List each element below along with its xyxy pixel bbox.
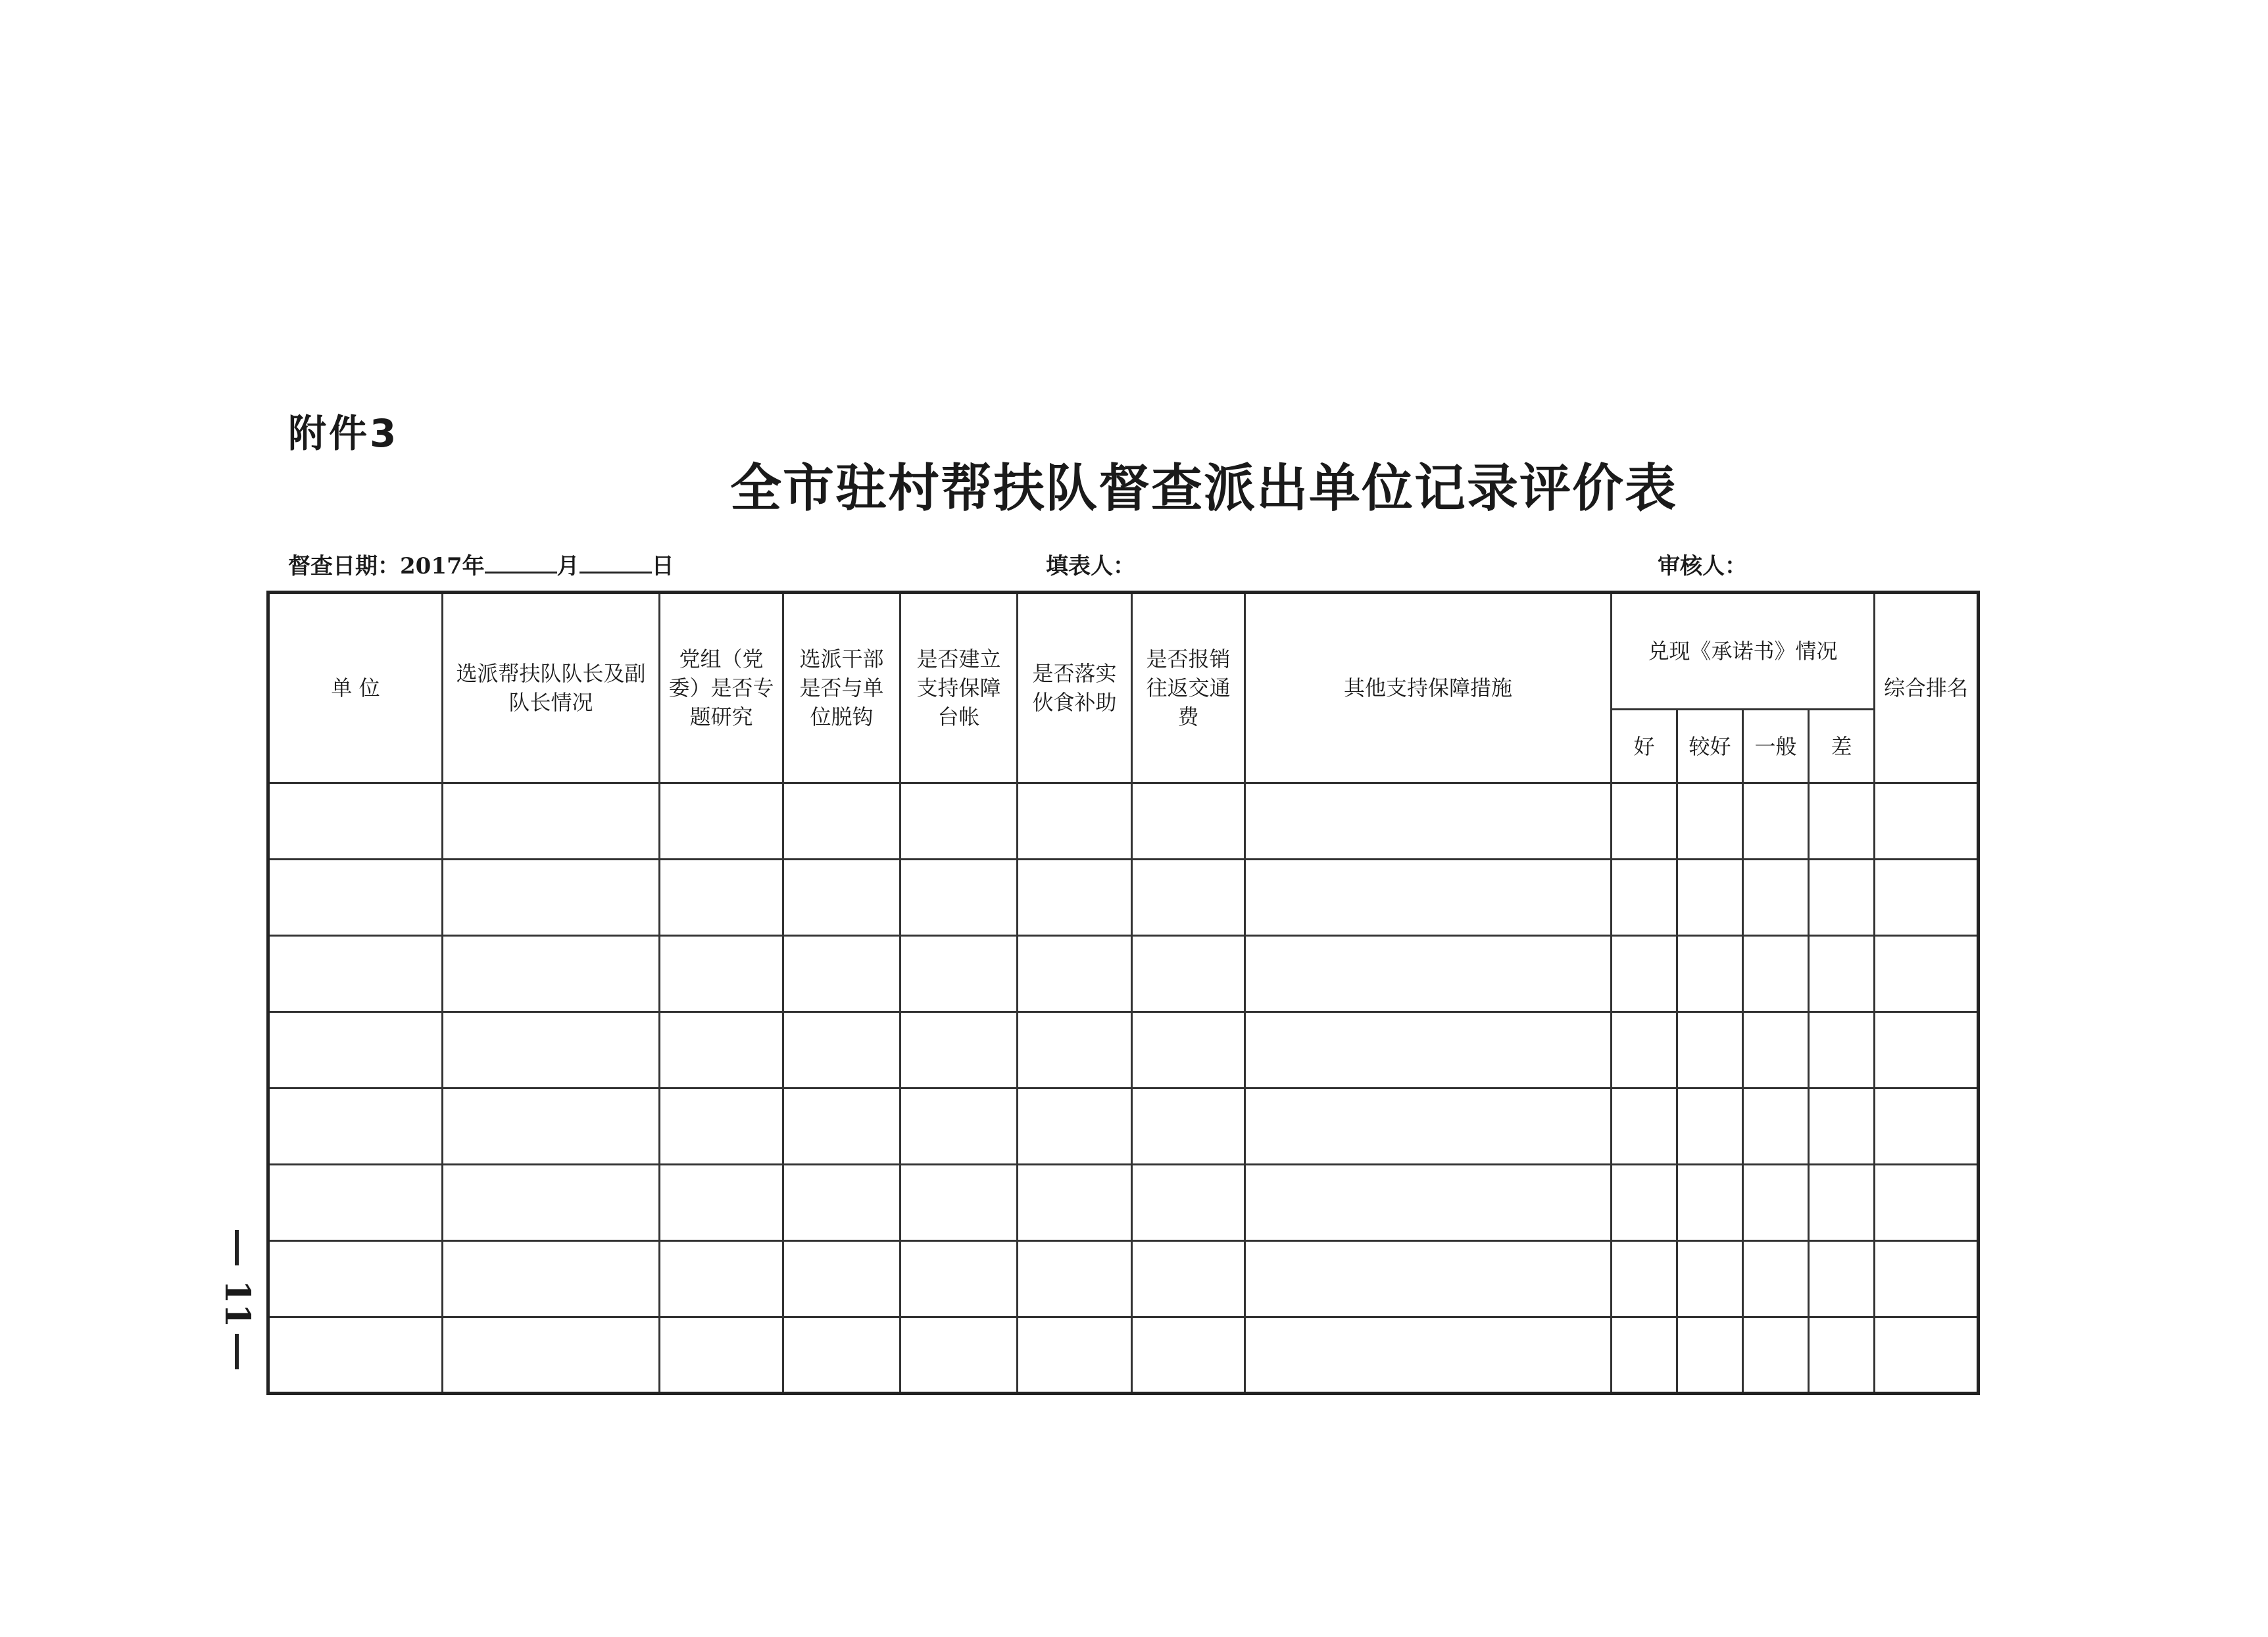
cell-meal-subsidy[interactable] (1018, 1088, 1132, 1165)
cell-team-leader[interactable] (443, 1317, 660, 1394)
cell-team-leader[interactable] (443, 1088, 660, 1165)
cell-unit[interactable] (268, 1012, 443, 1088)
cell-pledge-fairly-good[interactable] (1677, 1317, 1743, 1394)
cell-team-leader[interactable] (443, 783, 660, 860)
month-blank (485, 553, 557, 574)
cell-travel-reimbursement[interactable] (1132, 1241, 1245, 1317)
cell-other-support[interactable] (1245, 1012, 1612, 1088)
cell-other-support[interactable] (1245, 860, 1612, 936)
month-label: 月 (556, 553, 579, 579)
cell-pledge-poor[interactable] (1809, 1088, 1875, 1165)
cell-pledge-fairly-good[interactable] (1677, 783, 1743, 860)
cell-pledge-good[interactable] (1612, 860, 1677, 936)
table-body (268, 783, 1979, 1394)
header-support-ledger: 是否建立支持保障台帐 (900, 593, 1018, 783)
cell-pledge-fairly-good[interactable] (1677, 1012, 1743, 1088)
cell-pledge-good[interactable] (1612, 1088, 1677, 1165)
cell-pledge-good[interactable] (1612, 1317, 1677, 1394)
date-prefix: 督查日期：2017年 (288, 553, 485, 579)
cell-travel-reimbursement[interactable] (1132, 1317, 1245, 1394)
table-row (268, 936, 1979, 1012)
table-row (268, 783, 1979, 860)
cell-travel-reimbursement[interactable] (1132, 783, 1245, 860)
cell-pledge-fairly-good[interactable] (1677, 1165, 1743, 1241)
table-row (268, 1012, 1979, 1088)
cell-team-leader[interactable] (443, 1165, 660, 1241)
cell-other-support[interactable] (1245, 783, 1612, 860)
cell-cadre-decoupled[interactable] (783, 1317, 900, 1394)
cell-pledge-average[interactable] (1743, 1165, 1809, 1241)
page-number-dash-top (235, 1230, 239, 1265)
cell-ranking[interactable] (1875, 936, 1979, 1012)
cell-pledge-good[interactable] (1612, 1241, 1677, 1317)
cell-support-ledger[interactable] (900, 1317, 1018, 1394)
header-pledge-average: 一般 (1743, 710, 1809, 783)
header-pledge-poor: 差 (1809, 710, 1875, 783)
header-meal-subsidy: 是否落实伙食补助 (1018, 593, 1132, 783)
header-travel-reimbursement: 是否报销往返交通费 (1132, 593, 1245, 783)
cell-party-group[interactable] (660, 1241, 783, 1317)
cell-party-group[interactable] (660, 1012, 783, 1088)
cell-unit[interactable] (268, 1088, 443, 1165)
table-row (268, 1088, 1979, 1165)
cell-pledge-poor[interactable] (1809, 860, 1875, 936)
cell-party-group[interactable] (660, 860, 783, 936)
cell-party-group[interactable] (660, 1165, 783, 1241)
evaluation-table (266, 591, 1980, 1395)
cell-cadre-decoupled[interactable] (783, 1012, 900, 1088)
header-pledge-fairly-good: 较好 (1677, 710, 1743, 783)
cell-pledge-average[interactable] (1743, 936, 1809, 1012)
cell-pledge-fairly-good[interactable] (1677, 1088, 1743, 1165)
cell-travel-reimbursement[interactable] (1132, 936, 1245, 1012)
cell-pledge-fairly-good[interactable] (1677, 1241, 1743, 1317)
cell-travel-reimbursement[interactable] (1132, 1088, 1245, 1165)
header-ranking: 综合排名 (1875, 593, 1979, 783)
cell-cadre-decoupled[interactable] (783, 860, 900, 936)
cell-ranking[interactable] (1875, 1241, 1979, 1317)
cell-ranking[interactable] (1875, 1012, 1979, 1088)
cell-support-ledger[interactable] (900, 936, 1018, 1012)
cell-pledge-poor[interactable] (1809, 783, 1875, 860)
header-pledge-group: 兑现《承诺书》情况 (1612, 593, 1875, 710)
header-team-leader: 选派帮扶队队长及副队长情况 (443, 593, 660, 783)
cell-pledge-good[interactable] (1612, 1012, 1677, 1088)
cell-ranking[interactable] (1875, 860, 1979, 936)
cell-other-support[interactable] (1245, 1241, 1612, 1317)
cell-unit[interactable] (268, 860, 443, 936)
cell-meal-subsidy[interactable] (1018, 1012, 1132, 1088)
page-number-dash-bottom (235, 1334, 239, 1369)
cell-party-group[interactable] (660, 1317, 783, 1394)
reviewer-field: 审核人： (1658, 553, 1747, 579)
cell-pledge-poor[interactable] (1809, 936, 1875, 1012)
cell-pledge-poor[interactable] (1809, 1012, 1875, 1088)
day-label: 日 (651, 553, 674, 579)
table-row (268, 1165, 1979, 1241)
cell-meal-subsidy[interactable] (1018, 936, 1132, 1012)
cell-ranking[interactable] (1875, 783, 1979, 860)
cell-pledge-average[interactable] (1743, 1088, 1809, 1165)
cell-pledge-poor[interactable] (1809, 1165, 1875, 1241)
cell-pledge-average[interactable] (1743, 860, 1809, 936)
cell-travel-reimbursement[interactable] (1132, 1012, 1245, 1088)
cell-team-leader[interactable] (443, 1241, 660, 1317)
cell-meal-subsidy[interactable] (1018, 783, 1132, 860)
cell-team-leader[interactable] (443, 936, 660, 1012)
cell-pledge-good[interactable] (1612, 1165, 1677, 1241)
cell-unit[interactable] (268, 936, 443, 1012)
cell-ranking[interactable] (1875, 1088, 1979, 1165)
cell-travel-reimbursement[interactable] (1132, 860, 1245, 936)
table-row (268, 1317, 1979, 1394)
cell-support-ledger[interactable] (900, 1241, 1018, 1317)
header-party-group: 党组（党委）是否专题研究 (660, 593, 783, 783)
cell-pledge-poor[interactable] (1809, 1241, 1875, 1317)
cell-other-support[interactable] (1245, 1317, 1612, 1394)
cell-other-support[interactable] (1245, 1165, 1612, 1241)
cell-pledge-average[interactable] (1743, 783, 1809, 860)
cell-pledge-good[interactable] (1612, 936, 1677, 1012)
cell-cadre-decoupled[interactable] (783, 1165, 900, 1241)
inspection-date (288, 548, 674, 580)
cell-travel-reimbursement[interactable] (1132, 1165, 1245, 1241)
cell-pledge-average[interactable] (1743, 1012, 1809, 1088)
cell-cadre-decoupled[interactable] (783, 936, 900, 1012)
document-title: 全市驻村帮扶队督查派出单位记录评价表 (729, 458, 1677, 518)
cell-meal-subsidy[interactable] (1018, 860, 1132, 936)
cell-ranking[interactable] (1875, 1317, 1979, 1394)
cell-pledge-fairly-good[interactable] (1677, 860, 1743, 936)
cell-meal-subsidy[interactable] (1018, 1317, 1132, 1394)
cell-party-group[interactable] (660, 1088, 783, 1165)
cell-pledge-average[interactable] (1743, 1241, 1809, 1317)
cell-pledge-fairly-good[interactable] (1677, 936, 1743, 1012)
cell-meal-subsidy[interactable] (1018, 1165, 1132, 1241)
cell-support-ledger[interactable] (900, 1012, 1018, 1088)
header-unit: 单 位 (268, 593, 443, 783)
attachment-label: 附件3 (288, 411, 399, 456)
cell-support-ledger[interactable] (900, 1165, 1018, 1241)
cell-unit[interactable] (268, 783, 443, 860)
cell-pledge-good[interactable] (1612, 783, 1677, 860)
table-row (268, 1241, 1979, 1317)
cell-support-ledger[interactable] (900, 860, 1018, 936)
cell-other-support[interactable] (1245, 1088, 1612, 1165)
cell-other-support[interactable] (1245, 936, 1612, 1012)
table-row (268, 860, 1979, 936)
page-number (217, 1230, 257, 1369)
day-blank (579, 553, 652, 574)
cell-cadre-decoupled[interactable] (783, 783, 900, 860)
cell-party-group[interactable] (660, 783, 783, 860)
cell-pledge-poor[interactable] (1809, 1317, 1875, 1394)
cell-cadre-decoupled[interactable] (783, 1088, 900, 1165)
filler-field: 填表人： (1046, 553, 1135, 579)
header-cadre-decoupled: 选派干部是否与单位脱钩 (783, 593, 900, 783)
cell-team-leader[interactable] (443, 860, 660, 936)
cell-meal-subsidy[interactable] (1018, 1241, 1132, 1317)
cell-team-leader[interactable] (443, 1012, 660, 1088)
page-number-value: 11 (217, 1280, 257, 1328)
header-pledge-good: 好 (1612, 710, 1677, 783)
cell-cadre-decoupled[interactable] (783, 1241, 900, 1317)
cell-unit[interactable] (268, 1317, 443, 1394)
cell-ranking[interactable] (1875, 1165, 1979, 1241)
cell-party-group[interactable] (660, 936, 783, 1012)
cell-support-ledger[interactable] (900, 1088, 1018, 1165)
cell-unit[interactable] (268, 1165, 443, 1241)
cell-support-ledger[interactable] (900, 783, 1018, 860)
cell-unit[interactable] (268, 1241, 443, 1317)
cell-pledge-average[interactable] (1743, 1317, 1809, 1394)
header-other-support: 其他支持保障措施 (1245, 593, 1612, 783)
